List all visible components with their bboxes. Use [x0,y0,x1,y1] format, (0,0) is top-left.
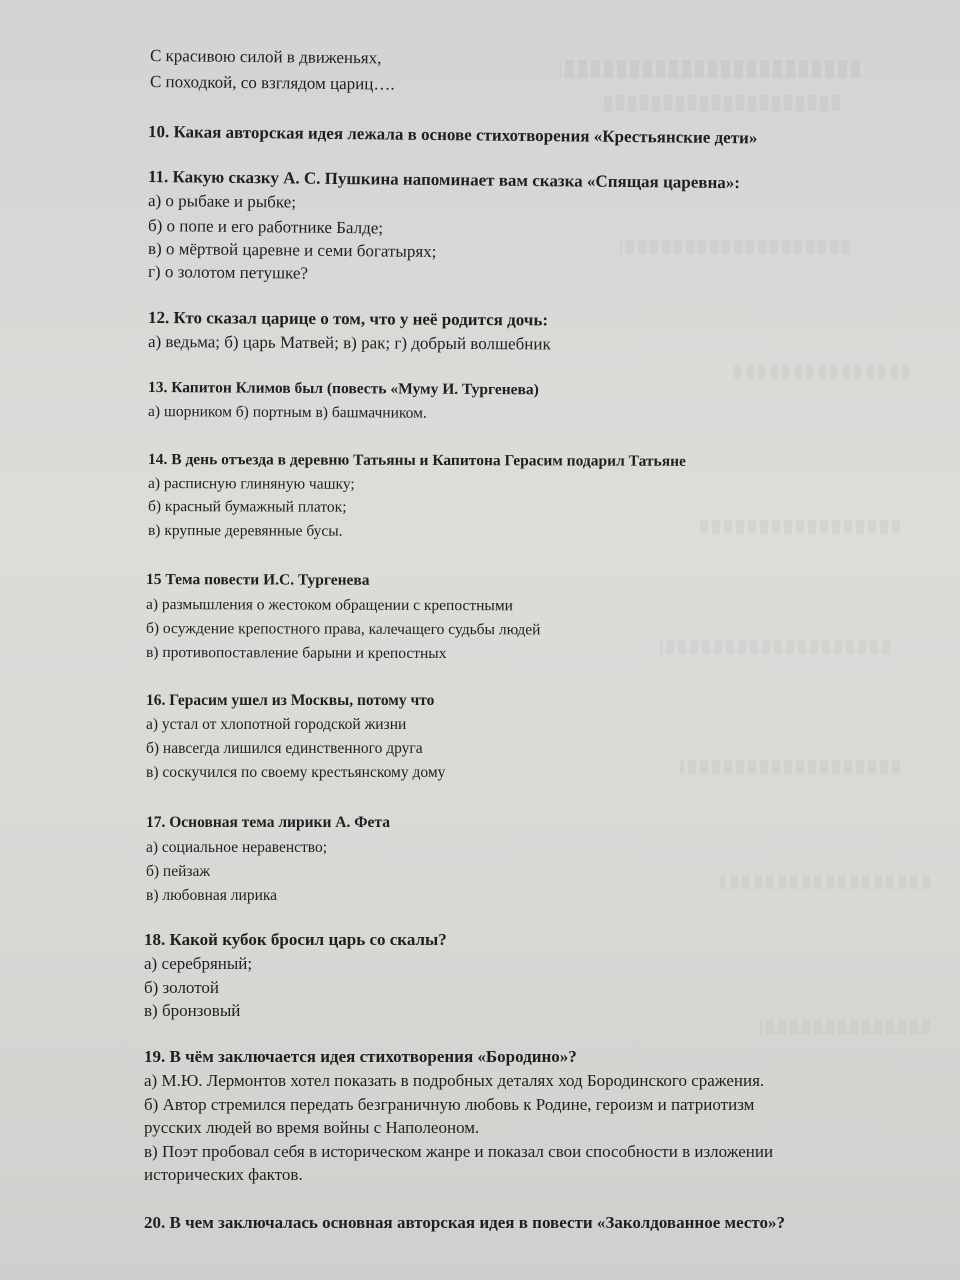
question-13-title: 13. Капитон Климов был (повесть «Муму И. Тургенева) [147,379,539,399]
question-19-title: 19. В чём заключается идея стихотворения «Бородино»? [144,1047,577,1066]
question-16-option: а) устал от хлопотной городской жизни [146,716,407,733]
question-19-answer-line: в) Поэт пробовал себя в историческом жанре и показал свои способности в изложении [144,1142,774,1161]
question-19-answer-line: русских людей во время войны с Наполеоном. [144,1118,480,1137]
question-11-option: б) о попе и его работнике Балде; [147,216,384,238]
question-15-option: б) осуждение крепостного права, калечащего судьбы людей [145,620,541,639]
question-18-title: 18. Какой кубок бросил царь со скалы? [144,930,447,949]
question-18-option: б) золотой [144,978,220,997]
question-19-answer-line: исторических фактов. [144,1165,303,1184]
question-15-option: а) размышления о жестоком обращении с крепостными [145,596,513,615]
question-13-options: а) шорником б) портным в) башмачником. [147,403,427,422]
question-19-answer-line: а) М.Ю. Лермонтов хотел показать в подробных деталях ход Бородинского сражения. [144,1071,765,1090]
question-17-option: а) социальное неравенство; [146,839,328,856]
question-18-option: в) бронзовый [144,1001,241,1020]
question-12-title: 12. Кто сказал царице о том, что у неё родится дочь: [147,308,549,330]
question-14-option: а) расписную глиняную чашку; [147,475,355,493]
poem-line: С красивою силой в движеньях, [149,46,382,68]
question-11-option: г) о золотом петушке? [147,262,309,283]
question-14-option: б) красный бумажный платок; [147,498,347,516]
question-14-option: в) крупные деревянные бусы. [147,522,343,540]
question-16-option: в) соскучился по своему крестьянскому дому [146,764,446,781]
question-11-title: 11. Какую сказку А. С. Пушкина напоминает вам сказка «Спящая царевна»: [147,167,741,193]
question-17-title: 17. Основная тема лирики А. Фета [146,814,390,831]
question-11-option: а) о рыбаке и рыбке; [147,191,297,212]
poem-line: С походкой, со взглядом цариц…. [149,72,395,94]
question-15-title: 15 Тема повести И.С. Тургенева [145,571,370,589]
question-20-title: 20. В чем заключалась основная авторская идея в повести «Заколдованное место»? [144,1213,785,1232]
question-12-options: а) ведьма; б) царь Матвей; в) рак; г) добрый волшебник [147,332,551,354]
question-17-option: б) пейзаж [146,863,211,880]
question-18-option: а) серебряный; [144,954,253,973]
question-16-option: б) навсегда лишился единственного друга [146,740,423,757]
question-15-option: в) противопоставление барыни и крепостных [145,644,447,663]
question-11-option: в) о мёртвой царевне и семи богатырях; [147,239,437,262]
question-16-title: 16. Герасим ушел из Москвы, потому что [146,692,435,709]
question-17-option: в) любовная лирика [146,887,278,904]
question-14-title: 14. В день отъезда в деревню Татьяны и Капитона Герасим подарил Татьяне [147,451,686,470]
question-10-title: 10. Какая авторская идея лежала в основе стихотворения «Крестьянские дети» [147,122,758,148]
question-19-answer-line: б) Автор стремился передать безграничную любовь к Родине, героизм и патриотизм [144,1095,755,1114]
